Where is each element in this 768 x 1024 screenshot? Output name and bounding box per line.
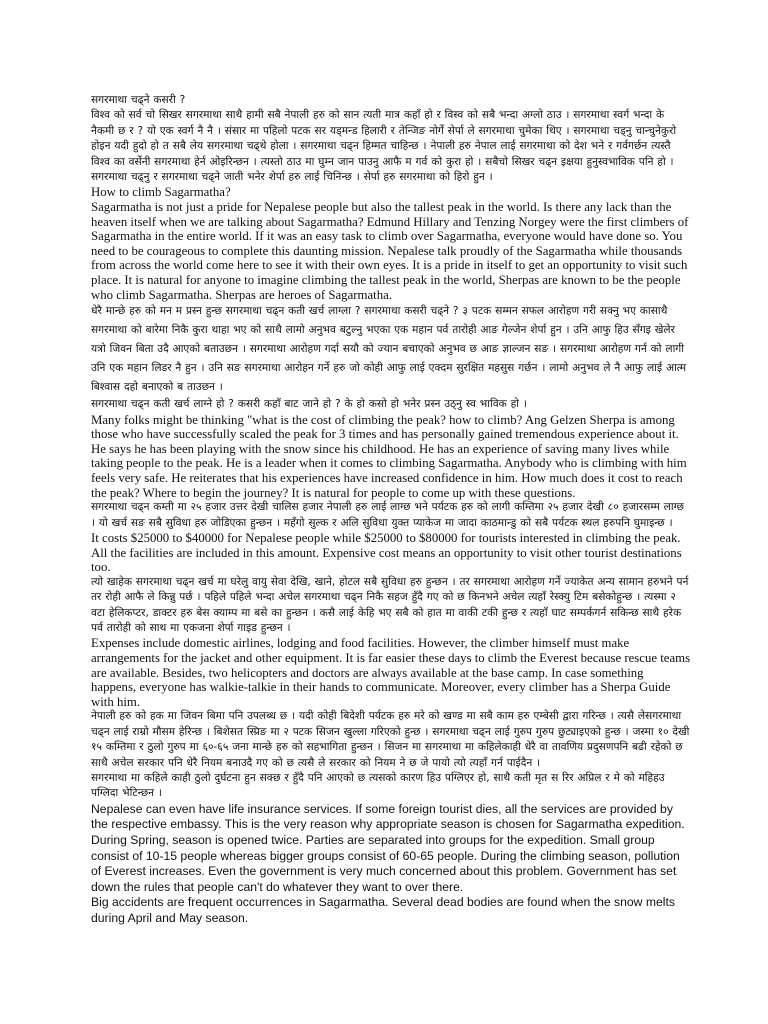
cost-paragraph-nepali: सगरमाथा चढ्न कम्ती मा २५ हजार उत्तर देखी चालिस हजार नेपाली हरु लाई लाग्छ भने पर्यटक हरु को लागी कम्तिमा २५ हजार देखी ८० हजारसम्म लाग्छ । यो खर्च सङ सबै सुविधा हरु जोडिएका हुन्छन । महँगो सुल्क र अलि सुविधा युक्त प्याकेज मा जादा काठमान्डु को सबै पर्यटक स्थल हरुपनि घुमाइन्छ । bbox=[91, 501, 684, 529]
cost-question-nepali: सगरमाथा चढ्न कती खर्च लाग्ने हो ? कसरी कहाँ बाट जाने हो ? के हो कसो हो भनेर प्रस्न उठ्नु स्व भाविक हो । bbox=[91, 398, 527, 411]
sherpa-paragraph-english: Many folks might be thinking "what is the cost of climbing the peak? how to climb? Ang Gelzen Sherpa is among those who have successfully scaled the peak for 3 times and has personally gained tremendous experience about it. He says he has been playing with the snow since his childhood. He has an experience of saving many lives while taking people to the peak. He is a leader when it comes to climbing Sagarmatha. Anybody who is climbing with him feels very safe. He reiterates that his experiences have increased confidence in him. How much does it cost to reach the peak? Where to begin the journey? It is natural for people to come up with these questions. bbox=[91, 412, 687, 500]
accidents-paragraph-english: Big accidents are frequent occurrences in Sagarmatha. Several dead bodies are found when the snow melts during April and May season. bbox=[91, 895, 675, 925]
document-body bbox=[91, 93, 691, 927]
title-english: How to climb Sagarmatha? bbox=[91, 185, 231, 200]
insurance-paragraph-english: Nepalese can even have life insurance services. If some foreign tourist dies, all the services are provided by the respective embassy. This is the very reason why appropriate season is chosen for Sagarmatha expedition. During Spring, season is opened twice. Parties are separated into groups for the expedition. Small group consist of 10-15 people whereas bigger groups consist of 60-65 people. During the climbing season, pollution of Everest increases. Even the government is very much concerned about this problem. Government has set down the rules that people can't do whatever they want to over there. bbox=[91, 801, 685, 894]
expenses-paragraph-nepali: त्यो खाहेक सगरमाथा चढ्न खर्च मा घरेलु वायु सेवा देखि, खाने, होटल सबै सुविधा हरु हुन्छन । तर सगरमाथा आरोहण गर्ने ज्याकेत अन्य सामान हरुभने पर्न तर रोही आफै ले किन्नु पर्छ । पहिले पहिले भन्दा अचेल सगरमाथा चढ्न निकै सहज हुँदै गए को छ किनभने अचेल त्यहाँ रेस्क्यु टिम बसेकोहुन्छ । त्यस्मा २ वटा हेलिकप्टर, डाक्टर हरु बेस क्याम्प मा बसे का हुन्छन । कसै लाई केहि भए सबै को हात मा वाकी टकी हुन्छ र त्यहाँ घाट सम्पर्कगर्न सकिन्छ साथै हरेक पर्व तारोही को साथ मा एकजना शेर्पा गाइड हुन्छन । bbox=[91, 575, 689, 634]
intro-paragraph-english: Sagarmatha is not just a pride for Nepalese people but also the tallest peak in the world. Is there any lack than the heaven itself when we are talking about Sagarmatha? Edmund Hillary and Tenzing Norgey were the first climbers of Sagarmatha in the entire world. If it was an easy task to climb over Sagarmatha, everyone would have done so. You need to be courageous to complete this daunting mission. Nepalese talk proudly of the Sagarmatha while thousands from across the world come here to see it with their own eyes. It is a pride in itself to get an opportunity to visit such place. It is natural for anyone to imagine climbing the tallest peak in the world, Sherpas are known to be the people who climb Sagarmatha. Sherpas are heroes of Sagarmatha. bbox=[91, 200, 689, 302]
expenses-paragraph-english: Expenses include domestic airlines, lodging and food facilities. However, the climber himself must make arrangements for the jacket and other equipment. It is far easier these days to climb the Everest because rescue teams are available. Besides, two helicopters and doctors are always available at the base camp. In case something happens, everyone has walkie-talkie in their hands to communicate. Moreover, every climber has a Sherpa Guide with him. bbox=[91, 636, 691, 709]
accidents-paragraph-nepali: सगरमाथा मा कहिले काही ठुलो दुर्घटना हुन सक्छ र हुँदै पनि आएको छ त्यसको कारण हिउ पग्लिएर हो, साथै कती मृत स रिर अप्रिल र मे को महिहउ पग्लिदा भेटिन्छन । bbox=[91, 771, 665, 800]
intro-paragraph-nepali: विश्व को सर्व चो सिखर सगरमाथा साथै हामी सबै नेपाली हरु को सान त्यती मात्र कहाँ हो र विस्व को सबै भन्दा अग्लो ठाउ । सगरमाथा स्वर्ग भन्दा के नैकमी छ र ? यो एक स्वर्ग नै नै । संसार मा पहिलो पटक सर यड्मन्ड हिलारी र तेन्जिङ नोर्गे सेर्पा ले सगरमाथा चुमेका थिए । सगरमाथा चड्नु चान्चुनेकुरो होइन यदी हुदो हो त सबै लेय सगरमाथा चढ्थे होला । सगरमाथा चढ्न हिम्मत चाहिन्छ । नेपाली हरु नेपाल लाई सगरमाथा को देश भने र गर्वगर्छन त्यस्तै विश्व का वर्सेनी सगरमाथा हेर्न ओइरिन्छन । त्यस्तो ठाउ मा घुम्न जान पाउनु आफै म गर्व को कुरा हो । सबैचो सिखर चढ्न इक्षया हुनुस्वभाविक पनि हो । सगरमाथा चढ्नु र सगरमाथा चढ्ने जाती भनेर शेर्पा हरु लाई चिनिन्छ । सेर्पा हरु सगरमाथा को हिरो हुन । bbox=[91, 109, 677, 184]
title-nepali: सगरमाथा चढ्ने कसरी ? bbox=[91, 94, 186, 106]
sherpa-paragraph-nepali: धेरै मान्छे हरु को मन म प्रस्न हुन्छ सगरमाथा चढ्न कती खर्च लाग्ला ? सगरमाथा कसरी चढ्ने ? ३ पटक सम्मन सफल आरोहण गरी सक्नु भए कासाथै सगरमाथा को बारेमा निकै कुरा थाहा भए को साथै लामो अनुभव बटुल्नु भएका एक महान पर्व तारोही आङ गेल्जेन शेर्पा हुन । उनि आफु हिउ सँगइ खेलेर यत्रो जिवन बिता उदै आएको बताउछन । सगरमाथा आरोहण गर्दा सयौ को ज्यान बचाएको अनुभव छ आङ ज्ञाल्जन सङ । सगरमाथा आरोहण गर्न को लागी उनि एक महान लिडर नै हुन । उनि सङ सगरमाथा आरोहन गर्ने हरु जो कोही आफु लाई एक्दम सुरक्षित महसुस गर्छन । लामो अनुभव ले नै आफु लाई आत्म बिश्वास दहो बनाएको ब ताउछन । bbox=[91, 305, 687, 394]
insurance-paragraph-nepali: नेपाली हरु को हक मा जिवन बिमा पनि उपलब्ध छ । यदी कोही बिदेशी पर्यटक हरु मरे को खण्ड मा सबै काम हरु एम्बेसी द्वारा गरिन्छ । त्यसै लेसगरमाथा चढ्न लाई राम्रो मौसम हेरिन्छ । बिशेसत स्प्रिङ मा २ पटक सिजन खुल्ला गरिएको हुन्छ । सगरमाथा चढ्न लाई गुरुप गुरुप छुट्याइएको हुन्छ । जस्मा १० देखी १५ कम्तिमा र ठुलो गुरुप मा ६०-६५ जना मान्छे हरु को सहभागिता हुन्छन । सिजन मा सगरमाथा मा कहिलेकाही धेरै वा तावणिय प्रदुसणपनि बढी रहेको छ साथै अचेल सरकार पनि धेरै नियम बनाउदै गए को छ त्यसै ले सरकार को नियम ने छ जे पायो त्यो त्यहाँ गर्न पाईदैन । bbox=[91, 710, 690, 769]
cost-paragraph-english: It costs $25000 to $40000 for Nepalese people while $25000 to $80000 for tourists interested in climbing the peak. All the facilities are included in this amount. Expensive cost means an opportunity to visit other tourist destinations too. bbox=[91, 530, 682, 575]
